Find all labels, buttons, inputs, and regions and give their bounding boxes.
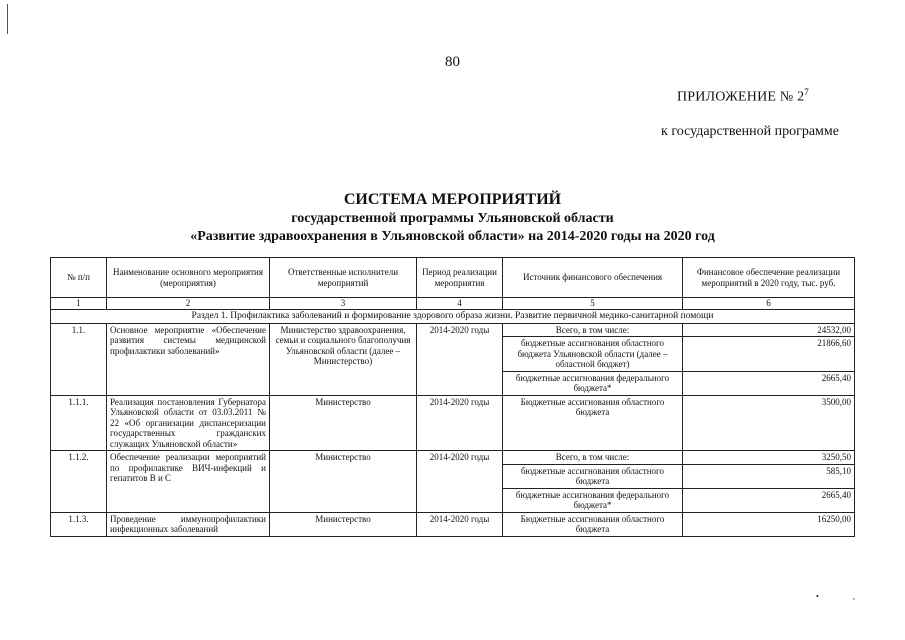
activity-period: 2014-2020 годы xyxy=(417,395,503,451)
funding-source: Всего, в том числе: xyxy=(503,451,683,465)
table-row xyxy=(51,395,855,451)
row-number: 1.1.2. xyxy=(51,451,107,513)
page-number: 80 xyxy=(445,54,460,70)
col-number: 5 xyxy=(503,298,683,310)
header-source: Источник финансового обеспечения xyxy=(503,258,683,298)
activity-executor: Министерство xyxy=(270,451,417,513)
activity-period: 2014-2020 годы xyxy=(417,512,503,536)
header-executors: Ответственные исполнители мероприятий xyxy=(270,258,417,298)
funding-amount: 24532,00 xyxy=(683,323,855,337)
activity-executor: Министерство xyxy=(270,395,417,451)
title-line-2: государственной программы Ульяновской области xyxy=(291,211,614,226)
section-row xyxy=(51,310,855,324)
activity-name: Обеспечение реализации мероприятий по профилактике ВИЧ-инфекций и гепатитов В и С xyxy=(107,451,270,513)
funding-amount: 585,10 xyxy=(683,464,855,488)
row-number: 1.1.1. xyxy=(51,395,107,451)
table-row xyxy=(51,323,855,337)
activity-executor: Министерство xyxy=(270,512,417,536)
to-program-text: к государственной программе xyxy=(661,124,839,139)
table-row xyxy=(51,451,855,465)
funding-amount: 3250,50 xyxy=(683,451,855,465)
col-number: 4 xyxy=(417,298,503,310)
table-header-row xyxy=(51,258,855,298)
row-number: 1.1.3. xyxy=(51,512,107,536)
activity-name: Реализация постановления Губернатора Ульяновской области от 03.03.2011 № 22 «Об организации диспансеризации государственных гражданских служащих Ульяновской области» xyxy=(107,395,270,451)
title-line-1: СИСТЕМА МЕРОПРИЯТИЙ xyxy=(343,191,562,208)
activity-name: Проведение иммунопрофилактики инфекционных заболеваний xyxy=(107,512,270,536)
funding-source: бюджетные ассигнования федерального бюджета* xyxy=(503,371,683,395)
funding-amount: 21866,60 xyxy=(683,337,855,372)
section-title: Раздел 1. Профилактика заболеваний и формирование здорового образа жизни. Развитие первичной медико-санитарной помощи xyxy=(51,310,855,324)
funding-amount: 2665,40 xyxy=(683,371,855,395)
title-line-3: «Развитие здравоохранения в Ульяновской области» на 2014-2020 годы на 2020 год xyxy=(190,229,715,244)
table-row xyxy=(51,512,855,536)
funding-amount: 2665,40 xyxy=(683,488,855,512)
row-number: 1.1. xyxy=(51,323,107,395)
scan-edge-mark: , xyxy=(853,592,855,601)
funding-source: Бюджетные ассигнования областного бюджета xyxy=(503,512,683,536)
appendix-label xyxy=(677,87,809,106)
scan-dot-mark: • xyxy=(816,592,819,601)
funding-amount: 3500,00 xyxy=(683,395,855,451)
funding-source: Всего, в том числе: xyxy=(503,323,683,337)
activities-table xyxy=(50,257,855,537)
funding-source: бюджетные ассигнования областного бюджета xyxy=(503,464,683,488)
activity-period: 2014-2020 годы xyxy=(417,451,503,513)
activity-name: Основное мероприятие «Обеспечение развития системы медицинской профилактики заболеваний» xyxy=(107,323,270,395)
appendix-superscript: 7 xyxy=(804,87,809,97)
document-title xyxy=(0,190,905,246)
column-number-row xyxy=(51,298,855,310)
appendix-label-text: ПРИЛОЖЕНИЕ № 2 xyxy=(677,89,805,105)
col-number: 1 xyxy=(51,298,107,310)
funding-source: бюджетные ассигнования федерального бюджета* xyxy=(503,488,683,512)
activity-period: 2014-2020 годы xyxy=(417,323,503,395)
funding-source: Бюджетные ассигнования областного бюджета xyxy=(503,395,683,451)
scan-edge-mark xyxy=(7,4,8,34)
col-number: 3 xyxy=(270,298,417,310)
header-finance: Финансовое обеспечение реализации мероприятий в 2020 году, тыс. руб. xyxy=(683,258,855,298)
funding-source: бюджетные ассигнования областного бюджета Ульяновской области (далее – областной бюджет) xyxy=(503,337,683,372)
header-period: Период реализации мероприятия xyxy=(417,258,503,298)
col-number: 2 xyxy=(107,298,270,310)
header-name: Наименование основного мероприятия (мероприятия) xyxy=(107,258,270,298)
activity-executor: Министерство здравоохранения, семьи и социального благополучия Ульяновской области (далее – Министерство) xyxy=(270,323,417,395)
col-number: 6 xyxy=(683,298,855,310)
header-num: № п/п xyxy=(51,258,107,298)
funding-amount: 16250,00 xyxy=(683,512,855,536)
